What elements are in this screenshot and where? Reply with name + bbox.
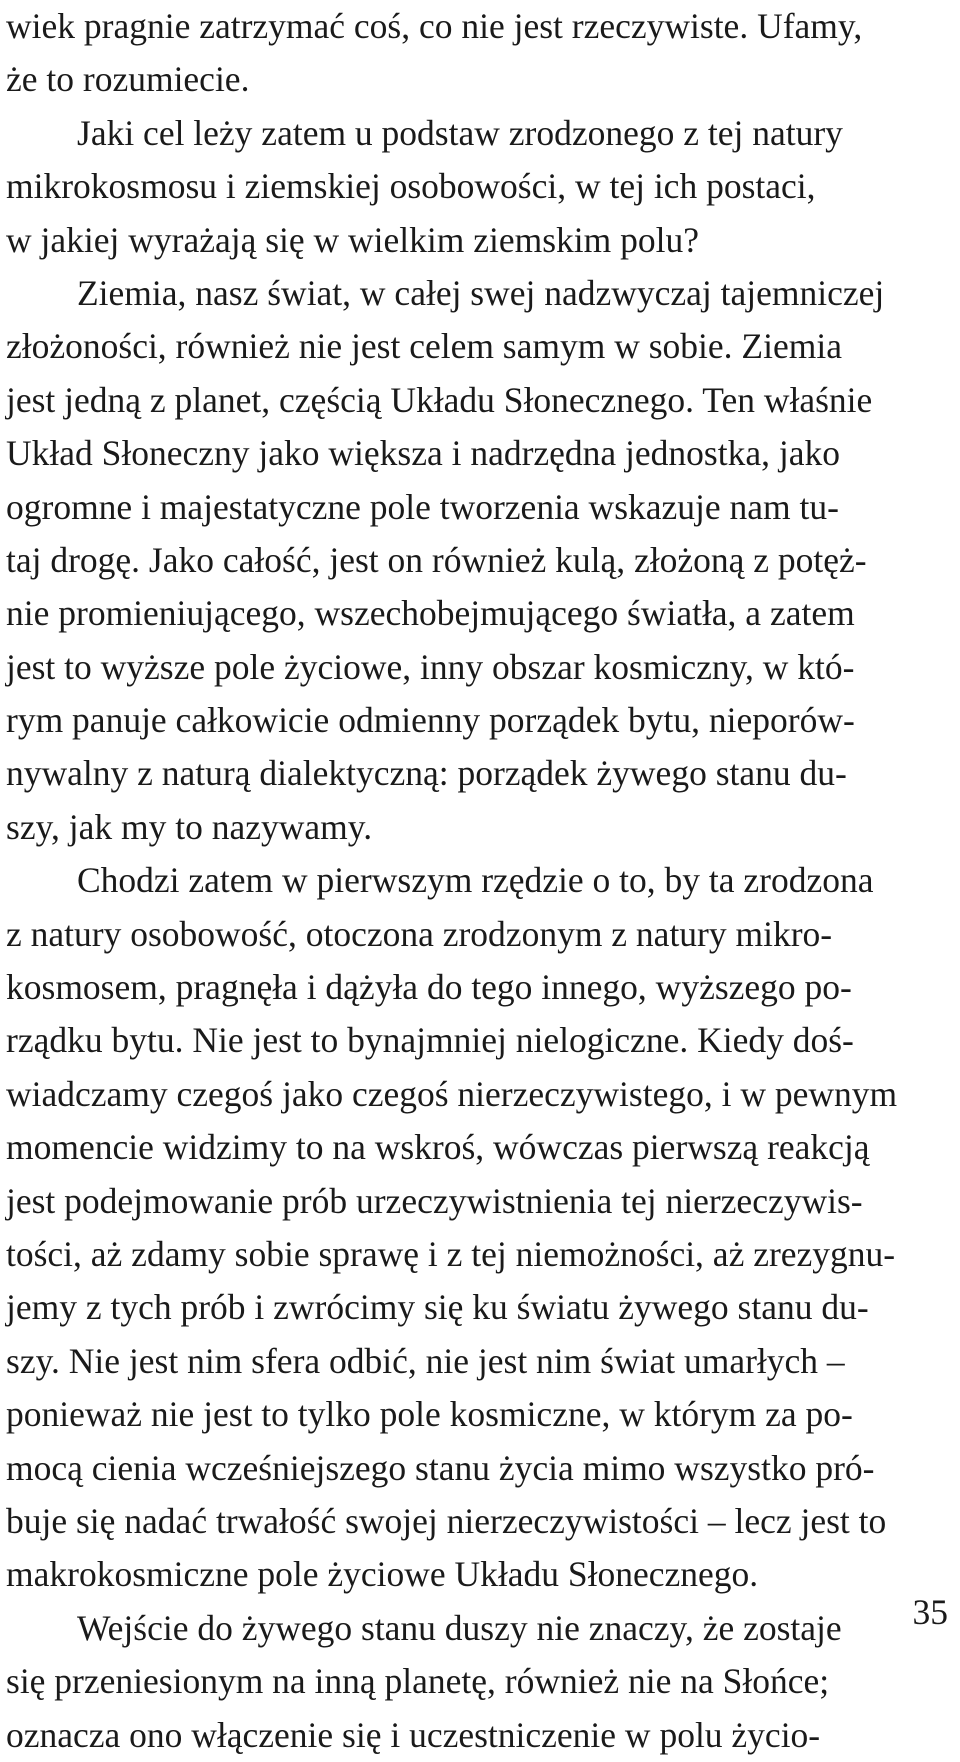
text-line: makrokosmiczne pole życiowe Układu Słonecznego. [6,1554,759,1595]
text-line: ogromne i majestatyczne pole tworzenia wskazuje nam tu- [6,486,839,527]
text-line: mikrokosmosu i ziemskiej osobowości, w tej ich postaci, [6,166,816,207]
text-line: z natury osobowość, otoczona zrodzonym z natury mikro- [6,913,833,954]
text-line: wiek pragnie zatrzymać coś, co nie jest rzeczywiste. Ufamy, [6,6,863,46]
text-line: Ziemia, nasz świat, w całej swej nadzwyczaj tajemniczej [6,272,885,313]
text-line: w jakiej wyrażają się w wielkim ziemskim polu? [6,219,700,260]
text-line: buje się nadać trwałość swojej nierzeczywistości – lecz jest to [6,1500,887,1541]
text-line: się przeniesionym na inną planetę, również nie na Słońce; [6,1661,830,1702]
text-line: Wejście do żywego stanu duszy nie znaczy, że zostaje [6,1607,842,1648]
text-line: nywalny z naturą dialektyczną: porządek żywego stanu du- [6,753,847,794]
text-line: Jaki cel leży zatem u podstaw zrodzonego z tej natury [6,112,843,153]
text-line: oznacza ono włączenie się i uczestniczenie w polu życio- [6,1714,821,1755]
text-line: że to rozumiecie. [6,59,250,100]
text-line: jest to wyższe pole życiowe, inny obszar kosmiczny, w któ- [6,646,855,687]
text-line: tości, aż zdamy sobie sprawę i z tej niemożności, aż zrezygnu- [6,1233,896,1274]
text-line: momencie widzimy to na wskroś, wówczas pierwszą reakcją [6,1127,870,1168]
page-body [6,0,958,1762]
text-line: rządku bytu. Nie jest to bynajmniej nielogiczne. Kiedy doś- [6,1020,854,1061]
text-line: mocą cienia wcześniejszego stanu życia mimo wszystko pró- [6,1447,875,1488]
text-line: jest jedną z planet, częścią Układu Słonecznego. Ten właśnie [6,379,873,420]
text-line: ponieważ nie jest to tylko pole kosmiczne, w którym za po- [6,1394,853,1435]
text-line: złożoności, również nie jest celem samym w sobie. Ziemia [6,326,842,367]
text-line: szy, jak my to nazywamy. [6,806,373,847]
text-line: wiadczamy czegoś jako czegoś nierzeczywistego, i w pewnym [6,1073,898,1114]
text-line: taj drogę. Jako całość, jest on również kulą, złożoną z potęż- [6,539,867,580]
text-line: Układ Słoneczny jako większa i nadrzędna jednostka, jako [6,433,840,474]
text-line: Chodzi zatem w pierwszym rzędzie o to, by ta zrodzona [6,860,874,901]
text-line: szy. Nie jest nim sfera odbić, nie jest nim świat umarłych – [6,1340,845,1381]
page-number: 35 [912,1592,948,1632]
text-line: rym panuje całkowicie odmienny porządek bytu, nieporów- [6,700,855,741]
text-line: kosmosem, pragnęła i dążyła do tego innego, wyższego po- [6,967,852,1008]
text-line: jemy z tych prób i zwrócimy się ku światu żywego stanu du- [6,1287,869,1328]
text-line: nie promieniującego, wszechobejmującego światła, a zatem [6,593,855,634]
text-line: jest podejmowanie prób urzeczywistnienia tej nierzeczywis- [6,1180,863,1221]
